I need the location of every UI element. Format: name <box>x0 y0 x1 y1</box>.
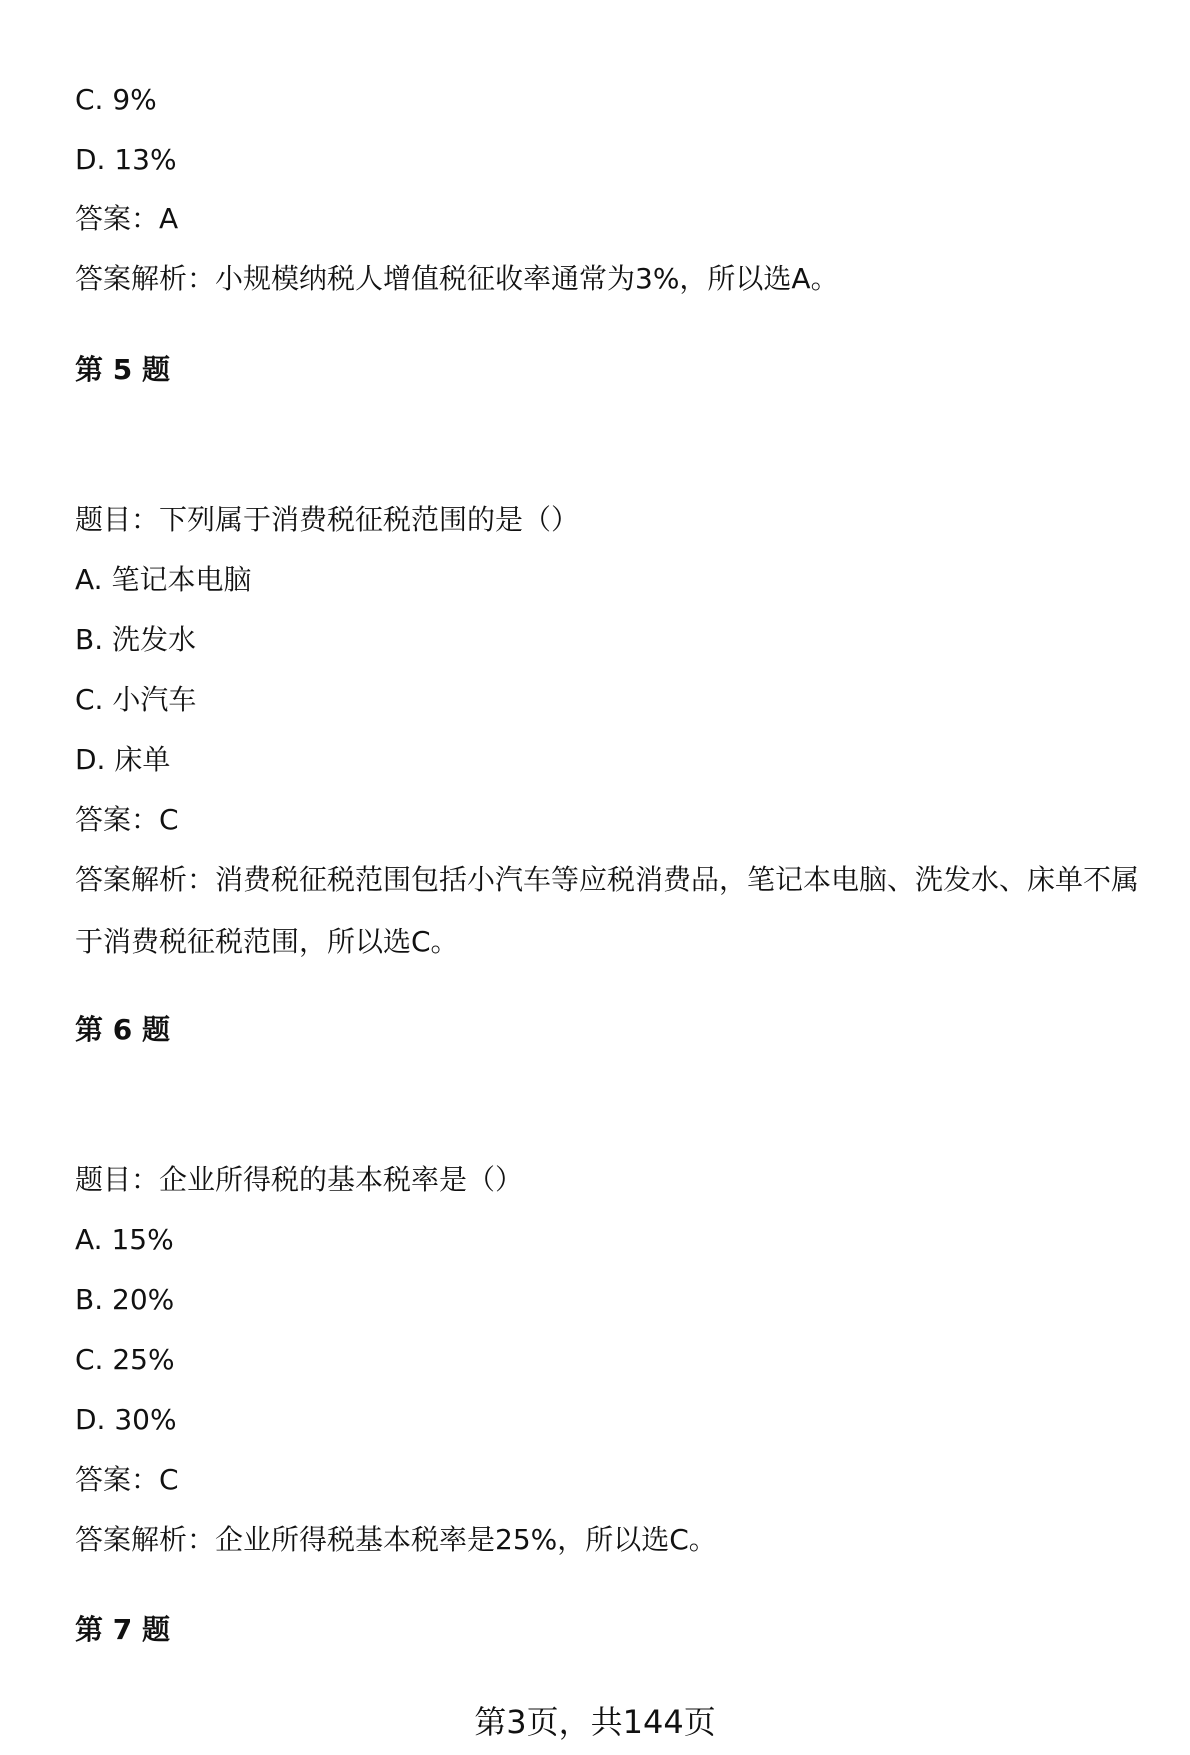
answer-explanation: 答案解析：企业所得税基本税率是25%，所以选C。 <box>75 1523 717 1556</box>
option-c: C. 25% <box>75 1343 175 1376</box>
option-c: C. 9% <box>75 83 157 116</box>
answer: 答案：C <box>75 803 179 836</box>
option-d: D. 30% <box>75 1403 177 1436</box>
option-b: B. 洗发水 <box>75 623 197 656</box>
answer: 答案：A <box>75 202 179 235</box>
question-heading: 第 5 题 <box>75 353 170 386</box>
option-a: A. 15% <box>75 1223 174 1256</box>
option-c: C. 小汽车 <box>75 683 197 716</box>
option-a: A. 笔记本电脑 <box>75 563 252 596</box>
question-stem: 题目：企业所得税的基本税率是（） <box>75 1163 524 1196</box>
option-b: B. 20% <box>75 1283 175 1316</box>
question-heading: 第 7 题 <box>75 1613 170 1646</box>
answer: 答案：C <box>75 1463 179 1496</box>
option-d: D. 床单 <box>75 743 171 776</box>
page-indicator: 第3页，共144页 <box>474 1703 716 1741</box>
answer-explanation: 答案解析：消费税征税范围包括小汽车等应税消费品，笔记本电脑、洗发水、床单不属于消费税征税范围，所以选C。 <box>75 863 1140 958</box>
option-d: D. 13% <box>75 143 177 176</box>
question-stem: 题目：下列属于消费税征税范围的是（） <box>75 503 580 536</box>
answer-explanation: 答案解析：小规模纳税人增值税征收率通常为3%，所以选A。 <box>75 262 839 295</box>
question-heading: 第 6 题 <box>75 1013 170 1046</box>
